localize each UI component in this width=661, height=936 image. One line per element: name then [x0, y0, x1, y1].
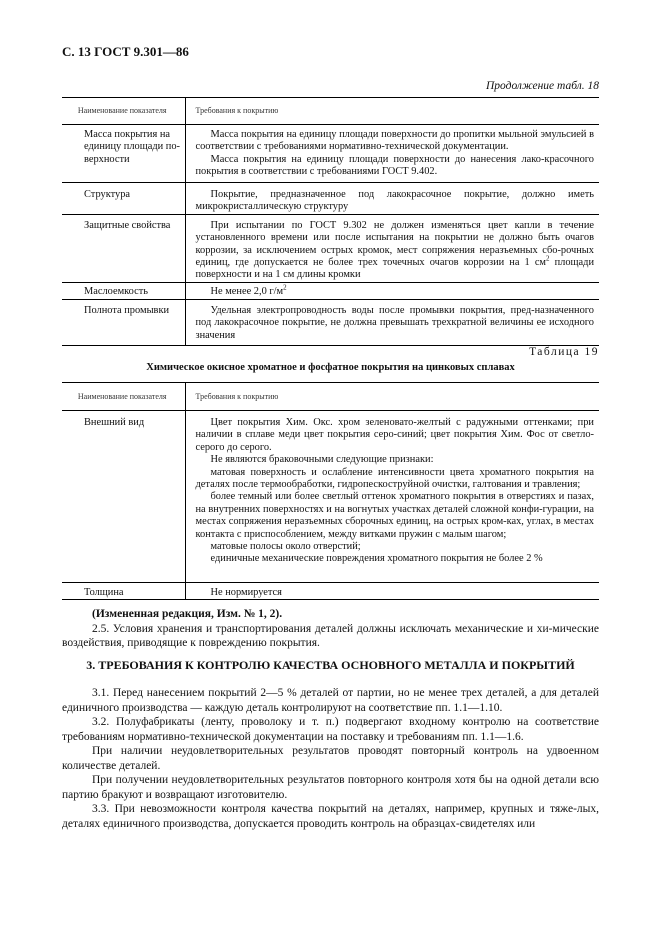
- row-name: Полнота промывки: [62, 299, 185, 345]
- requirement-paragraph: единичные механические повреждения хроматного покрытия не более 2 %: [210, 553, 543, 565]
- column-header-requirements: Требования к покрытию: [185, 98, 599, 125]
- superscript: 2: [546, 254, 550, 263]
- row-requirement: [185, 299, 599, 345]
- requirement-paragraph: Не нормируется: [210, 587, 282, 598]
- column-header-name: Наименование показателя: [62, 98, 185, 125]
- table-row: [62, 282, 599, 299]
- paragraph-3-2: 3.2. Полуфабрикаты (ленту, проволоку и т. п.) подвергают входному контролю на соответствие требованиям нормативно-технической документации на поставку и требованиям пп. 1.1—1.6.: [62, 716, 599, 743]
- row-name: Маслоемкость: [62, 282, 185, 299]
- requirement-paragraph: более темный или более светлый оттенок хроматного покрытия в отверстиях и пазах, на внутренних поверхностях и на вогнутых участках деталей сложной конфи-гурации, на местах сопряжения неразъемных сборочных единиц, на острых кром-ках, углах, в местах контакта с приспособлением, между витками пружин с малым шагом;: [195, 491, 594, 540]
- row-name: Внешний вид: [62, 411, 185, 583]
- requirement-paragraph: Цвет покрытия Хим. Окс. хром зеленовато-желтый с радужными оттенками; при наличии в сплаве меди цвет покрытия серо-синий; цвет покрытия Хим. Фос от светло-серого до серого.: [195, 417, 594, 453]
- requirement-paragraph: [196, 283, 595, 298]
- section-3-text: [62, 686, 599, 831]
- row-requirement: [185, 282, 599, 299]
- requirement-text: площади поверхности и на 1 см длины кромки: [195, 257, 595, 281]
- requirement-paragraph: матовые полосы около отверстий;: [210, 541, 361, 553]
- paragraph-3-3: 3.3. При невозможности контроля качества покрытий на деталях, например, крупных и тяже-лых, деталях единичного производства, допускается проводить контроль на образцах-свидетелях или: [62, 803, 599, 830]
- requirement-paragraph: Удельная электропроводность воды после промывки покрытия, пред-назначенного под лакокрасочное покрытие, не должна превышать трехкратной величины ее исходного значения: [195, 304, 594, 341]
- table-18: [62, 97, 599, 346]
- requirement-paragraph: матовая поверхность и ослабление интенсивности цвета хроматного покрытия на деталях после термообработки, гидропескоструйной очистки, галтования и травления;: [195, 466, 594, 491]
- amendment-block: [62, 607, 599, 651]
- section-heading: 3. ТРЕБОВАНИЯ К КОНТРОЛЮ КАЧЕСТВА ОСНОВНОГО МЕТАЛЛА И ПОКРЫТИЙ: [86, 658, 575, 672]
- requirement-text: Не менее 2,0 г/м: [210, 285, 284, 297]
- table-row: [62, 183, 599, 215]
- requirement-paragraph: Покрытие, предназначенное под лакокрасочное покрытие, должно иметь микрокристаллическую структуру: [195, 189, 594, 213]
- table-header-row: [62, 383, 599, 411]
- paragraph-3-2-b: При получении неудовлетворительных результатов повторного контроля хотя бы на одной детали всю партию бракуют и возвращают изготовителю.: [62, 774, 599, 801]
- requirement-paragraph: [196, 220, 595, 282]
- requirement-paragraph: Масса покрытия на единицу площади поверхности до нанесения лако-красочного покрытия в соответствии с требованиями ГОСТ 9.402.: [195, 153, 594, 178]
- row-requirement: [185, 214, 599, 282]
- table-title: Химическое окисное хроматное и фосфатное покрытия на цинковых сплавах: [146, 362, 515, 373]
- amendment-note: (Измененная редакция, Изм. № 1, 2).: [92, 608, 283, 620]
- paragraph-3-2-a: При наличии неудовлетворительных результатов проводят повторный контроль на удвоенном количестве деталей.: [62, 745, 599, 772]
- row-requirement: [185, 183, 599, 215]
- row-requirement: [185, 125, 599, 183]
- requirement-text: При испытании по ГОСТ 9.302 не должен изменяться цвет капли в течение установленного времени или после испытания на покрытии не должно быть очагов коррозии, за исключением острых кромок, мест сопряжения неразъемных сбо-рочных единиц, где допускается не более трех точечных очагов коррозии на 1 см: [195, 219, 594, 269]
- row-requirement: [185, 583, 599, 600]
- table-row: [62, 125, 599, 183]
- table-header-row: [62, 98, 599, 125]
- table-row: [62, 214, 599, 282]
- paragraph-2-5: 2.5. Условия хранения и транспортирования деталей должны исключать механические и хи-мические воздействия, приводящие к повреждению покрытия.: [62, 622, 599, 649]
- superscript: 2: [283, 283, 287, 292]
- row-requirement: [185, 411, 599, 583]
- page-header: С. 13 ГОСТ 9.301—86: [62, 44, 189, 59]
- requirement-paragraph: Не являются браковочными следующие признаки:: [210, 454, 434, 466]
- row-name: Структура: [62, 183, 185, 215]
- column-header-name: Наименование показателя: [62, 383, 185, 411]
- table-continuation-label: Продолжение табл. 18: [486, 80, 599, 92]
- table-19: [62, 382, 599, 600]
- table-row: [62, 583, 599, 600]
- row-name: Толщина: [62, 583, 185, 600]
- row-name: Масса покрытия на единицу площади по-верхности: [62, 125, 185, 183]
- table-number: Таблица 19: [529, 346, 599, 358]
- row-name: Защитные свойства: [62, 214, 185, 282]
- table-row: [62, 299, 599, 345]
- table-row: [62, 411, 599, 583]
- column-header-requirements: Требования к покрытию: [185, 383, 599, 411]
- requirement-paragraph: Масса покрытия на единицу площади поверхности до пропитки мыльной эмульсией в соответствии с требованиями нормативно-технической документации.: [195, 129, 594, 153]
- paragraph-3-1: 3.1. Перед нанесением покрытий 2—5 % деталей от партии, но не менее трех деталей, а для деталей единичного производства — каждую деталь контролируют на соответствие пп. 1.1—1.10.: [62, 687, 599, 714]
